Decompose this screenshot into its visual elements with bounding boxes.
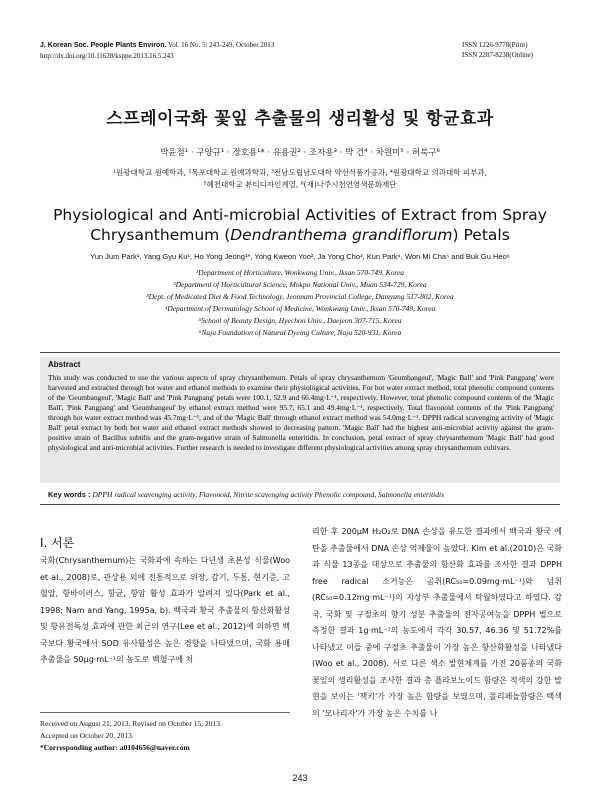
issn-block [462,40,533,60]
journal-volume: Vol. 16 No. 5: 243-249, October 2013 [168,41,275,49]
affiliation-ko-line: ¹원광대학교 원예학과, ²목포대학교 원예과학과, ³전남도립남도대학 약선식품가공과, ⁴원광대학교 의과대학 피부과, [113,168,487,177]
title-en-part: Chrysanthemum ( [90,226,231,244]
species-name: Dendranthema grandiflorum [230,226,453,244]
section-heading: Ⅰ. 서론 [40,536,75,550]
footnote-accepted: Accepted on October 20, 2013. [40,731,134,740]
affiliations-korean [0,167,600,191]
authors-korean: 박윤점¹ · 구양규¹ · 정호용¹* · 유용권² · 조자용³ · 박 건⁴ · 차원미⁵ · 허북구⁶ [160,148,440,158]
abstract-text: This study was conducted to use the various aspects of spray chrysanthemum. Petals of spray chrysanthemum 'Geumbangeul', 'Magic Ball' and 'Pink Pangpang' were harvested and extracted through hot water and ethanol methods to examine their physiological activities. For hot water extract method, total phenolic compound contents of the 'Geumbangeul', 'Magic Ball' and 'Pink Pangpang' petals were 100.1, 52.9 and 66.4mg·L⁻¹, respectively. However, total phenolic compound contents of the 'Magic Ball', 'Pink Pangpang' and 'Geumbangeul' by ethanol extract method were 95.7, 65.1 and 49.4mg·L⁻¹, respectively. Total flavonoid contents of the 'Pink Pangpang' through hot water extract method was 45.7mg·L⁻¹, and of the 'Magic Ball' through ethanol extract method was 54.0mg·L⁻¹. DPPH radical scavenging activity of 'Magic Ball' petal extract by both hot water and ethanol extract methods showed to decreasing pattern. 'Magic Ball' had the highest anti-microbial activity against the gram-positive strain of Bacillus subtilis and the gram-negative strain of Salmonella enteritidis. In conclusion, petal extract of spray chrysanthemum 'Magic Ball' had good physiological and anti-microbial activities. Further research is needed to investigate different physiological activities among spray chrysanthemum cultivars. [48,373,554,452]
title-en-line [0,225,600,245]
authors-english: Yun Jum Park¹, Yang Gyu Ku¹, Ho Yong Jeong¹*, Yong Kweon Yoo², Ja Yong Cho³, Kun Park⁴, Won Mi Cha⁵ and Buk Gu Heo⁶ [90,252,510,261]
keywords [48,490,558,499]
affiliation-en-line: ⁶Naju Foundation of Natural Dyeing Culture, Naju 520-931, Korea [198,328,402,337]
footnote-received: Received on August 21, 2013. Revised on October 15, 2013. [40,719,222,728]
doi-link[interactable]: http://dx.doi.org/10.11628/ksppe.2013.16.5.243 [40,52,174,60]
divider [40,504,560,505]
issn-online: ISSN 2287-8238(Online) [462,51,533,59]
affiliation-en-line: ¹Department of Horticulture, Wonkwang Univ., Iksan 570-749, Korea [195,268,405,277]
keywords-label: Key words : [48,490,91,499]
affiliations-english [0,267,600,339]
abstract-heading: Abstract [48,360,81,369]
body-column-left: 국화(Chrysanthemum)는 국화과에 속하는 다년생 초본성 식물(Woo et al., 2008)로, 관상용 외에 전통적으로 위장, 감기, 두통, 현기증, 고혈압, 항바이러스, 항균, 항암 활성 효과가 알려져 있다(Park et al., 1998; Nam and Yang, 1995a, b). 백국과 황국 추출물의 항산화활성 및 항유전독성 효과에 관한 최근의 연구(Lee et al., 2012)에 의하면 백국보다 황국에서 SOD 유사활성은 높은 경향을 나타냈으며, 국화 용매 추출물을 50μg·mL⁻¹의 농도로 백혈구에 처 [40,556,290,664]
footnotes [40,718,222,754]
affiliation-en-line: ³Dept. of Medicated Diet & Food Technology, Jeonnam Provincial College, Damyang 517-802, Korea [146,292,454,301]
keywords-list: DPPH radical scavenging activity, Flavonoid, Nitrite scavenging activity Phenolic compound, Salmonella enteritidis [92,490,444,499]
divider [40,352,560,353]
affiliation-ko-line: ⁵혜천대학교 뷰티디자인계열, ⁶(재)나주시천연염색문화재단 [203,180,397,189]
affiliation-en-line: ⁵School of Beauty Design, Hyechon Univ., Daejeon 307-715, Korea [198,316,402,325]
title-en-part: ) Petals [452,226,510,244]
issn-print: ISSN 1226-9778(Print) [462,41,528,49]
affiliation-en-line: ²Department of Horticultural Science, Mokpo National Univ., Muan 534-729, Korea [173,280,427,289]
title-english [0,205,600,245]
footnote-divider [40,712,290,713]
affiliation-en-line: ⁴Department of Dermatology School of Medicine, Wonkwang Univ., Iksan 570-749, Korea [164,304,436,313]
footnote-corresponding: *Corresponding author: a0104656@naver.com [40,743,190,752]
body-column-right: 리한 후 200μM H₂O₂로 DNA 손상을 유도한 결과에서 백국과 황국 에탄올 추출물에서 DNA 손상 억제율이 높았다. Kim et al.(2010)은 국화과 식물 13종을 대상으로 추출물의 항산화 효과를 조사한 결과 DPPH free radical 소거능은 곰취(RC₅₀=0.09mg·mL⁻¹)와 넘취(RC₅₀=0.12mg·mL⁻¹)의 지상부 추출물에서 탁월하였다고 하였다. 감국, 국화 및 구절초의 향기 성분 추출물의 전자공여능을 DPPH 법으로 측정한 결과 1g·mL⁻¹의 농도에서 각각 30.57, 46.36 및 51.72%를 나타냈고 이들 중에 구절초 추출물이 가장 높은 항산화활성을 나타냈다(Woo et al., 2008). 서로 다른 색소 발현체계를 가진 20품종의 국화 꽃잎의 생리활성을 조사한 결과 총 플라보노이드 함량은 적색의 강한 발현을 보이는 '잭키'가 가장 높은 함량을 보였으며, 폴리페놀함량은 백색의 '모나리자'가 가장 높은 수치를 나 [312,527,562,718]
title-korean: 스프레이국화 꽃잎 추출물의 생리활성 및 항균효과 [106,109,494,129]
journal-name: J. Korean Soc. People Plants Environ. [40,42,167,49]
title-en-line: Physiological and Anti-microbial Activities of Extract from Spray [53,206,547,224]
page-number: 243 [292,773,308,783]
journal-header [40,40,274,61]
